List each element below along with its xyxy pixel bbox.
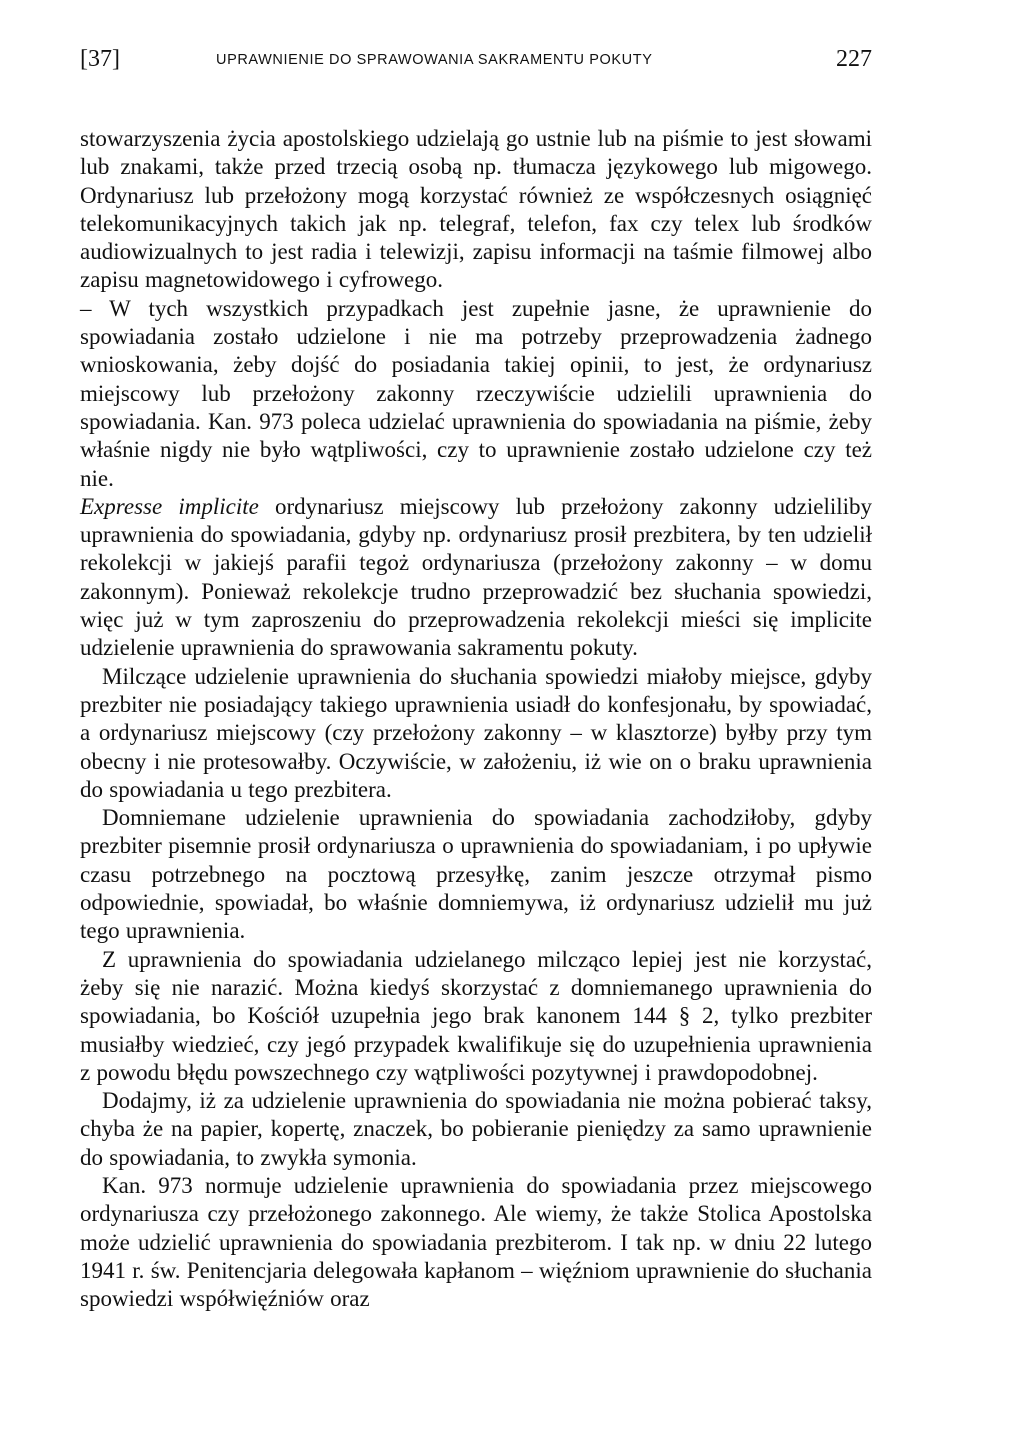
paragraph-7: Dodajmy, iż za udzielenie uprawnienia do spowiadania nie można pobierać taksy, chyba że na papier, kopertę, znaczek, bo pobieranie pieniędzy za samo uprawnienie do spowiadania, to zwykła symonia. — [80, 1088, 872, 1170]
paragraph-5: Domniemane udzielenie uprawnienia do spowiadania zachodziłoby, gdyby prezbiter pisemnie prosił ordynariusza o uprawnienia do spowiadaniam, i po upływie czasu potrzebnego na pocztową przesyłkę, zanim jeszcze otrzymał pismo odpowiednie, spowiadał, bo właśnie domniemywa, iż ordynariusz udzielił mu już tego uprawnienia. — [80, 805, 872, 944]
running-title: UPRAWNIENIE DO SPRAWOWANIA SAKRAMENTU POKUTY — [216, 52, 653, 68]
page-number: 227 — [836, 46, 872, 72]
body-text — [80, 125, 872, 1313]
paragraph-1: stowarzyszenia życia apostolskiego udzielają go ustnie lub na piśmie to jest słowami lub znakami, także przed trzecią osobą np. tłumacza językowego lub migowego. Ordynariusz lub przełożony mogą korzystać również ze współczesnych osiągnięć telekomunikacyjnych takich jak np. telegraf, telefon, fax czy telex lub środków audiowizualnych to jest radia i telewizji, zapisu informacji na taśmie filmowej albo zapisu magnetowidowego i cyfrowego. — [80, 126, 872, 293]
paragraph-4: Milczące udzielenie uprawnienia do słuchania spowiedzi miałoby miejsce, gdyby prezbiter nie posiadający takiego uprawnienia usiadł do konfesjonału, by spowiadać, a ordynariusz miejscowy (czy przełożony zakonny – w klasztorze) byłby przy tym obecny i nie protesowałby. Oczywiście, w założeniu, iż wie on o braku uprawnienia do spowiadania u tego prezbitera. — [80, 663, 872, 802]
paragraph-2: – W tych wszystkich przypadkach jest zupełnie jasne, że uprawnienie do spowiadania zostało udzielone i nie ma potrzeby przeprowadzenia żadnego wnioskowania, żeby dojść do posiadania takiej opinii, to jest, że ordynariusz miejscowy lub przełożony zakonny rzeczywiście udzielili uprawnienia do spowiadania. Kan. 973 poleca udzielać uprawnienia do spowiadania na piśmie, żeby właśnie nigdy nie było wątpliwości, czy to uprawnienie zostało udzielone czy też nie. — [80, 295, 872, 491]
paragraph-6: Z uprawnienia do spowiadania udzielanego milcząco lepiej jest nie korzystać, żeby się nie narazić. Można kiedyś skorzystać z domniemanego uprawnienia do spowiadania, bo Kościół uzupełnia jego brak kanonem 144 § 2, tylko prezbiter musiałby wiedzieć, czy jegó przypadek kwalifikuje się do uzupełnienia uprawnienia z powodu błędu powszechnego czy wątpliwości pozytywnej i prawdopodobnej. — [80, 946, 872, 1085]
paragraph-8: Kan. 973 normuje udzielenie uprawnienia do spowiadania przez miejscowego ordynariusza czy przełożonego zakonnego. Ale wiemy, że także Stolica Apostolska może udzielić uprawnienia do spowiadania prezbiterom. I tak np. w dniu 22 lutego 1941 r. św. Penitencjaria delegowała kapłanom – więźniom uprawnienie do słuchania spowiedzi współwięźniów oraz — [80, 1172, 872, 1312]
paragraph-3-text: ordynariusz miejscowy lub przełożony zakonny udzieliliby uprawnienia do spowiadania, gdyby np. ordynariusz prosił prezbitera, by ten udzielił rekolekcji w jakiejś parafii tegoż ordynariusza (przełożony zakonny – w domu zakonnym). Ponieważ rekolekcje trudno przeprowadzić bez słuchania spowiedzi, więc już w tym zaproszeniu do przeprowadzenia rekolekcji mieści się implicite udzielenie uprawnienia do sprawowania sakramentu pokuty. — [80, 493, 873, 661]
section-number: [37] — [80, 46, 120, 72]
italic-lead-term: Expresse implicite — [80, 493, 259, 519]
paragraph-3 — [80, 493, 872, 663]
page-header — [80, 40, 872, 80]
